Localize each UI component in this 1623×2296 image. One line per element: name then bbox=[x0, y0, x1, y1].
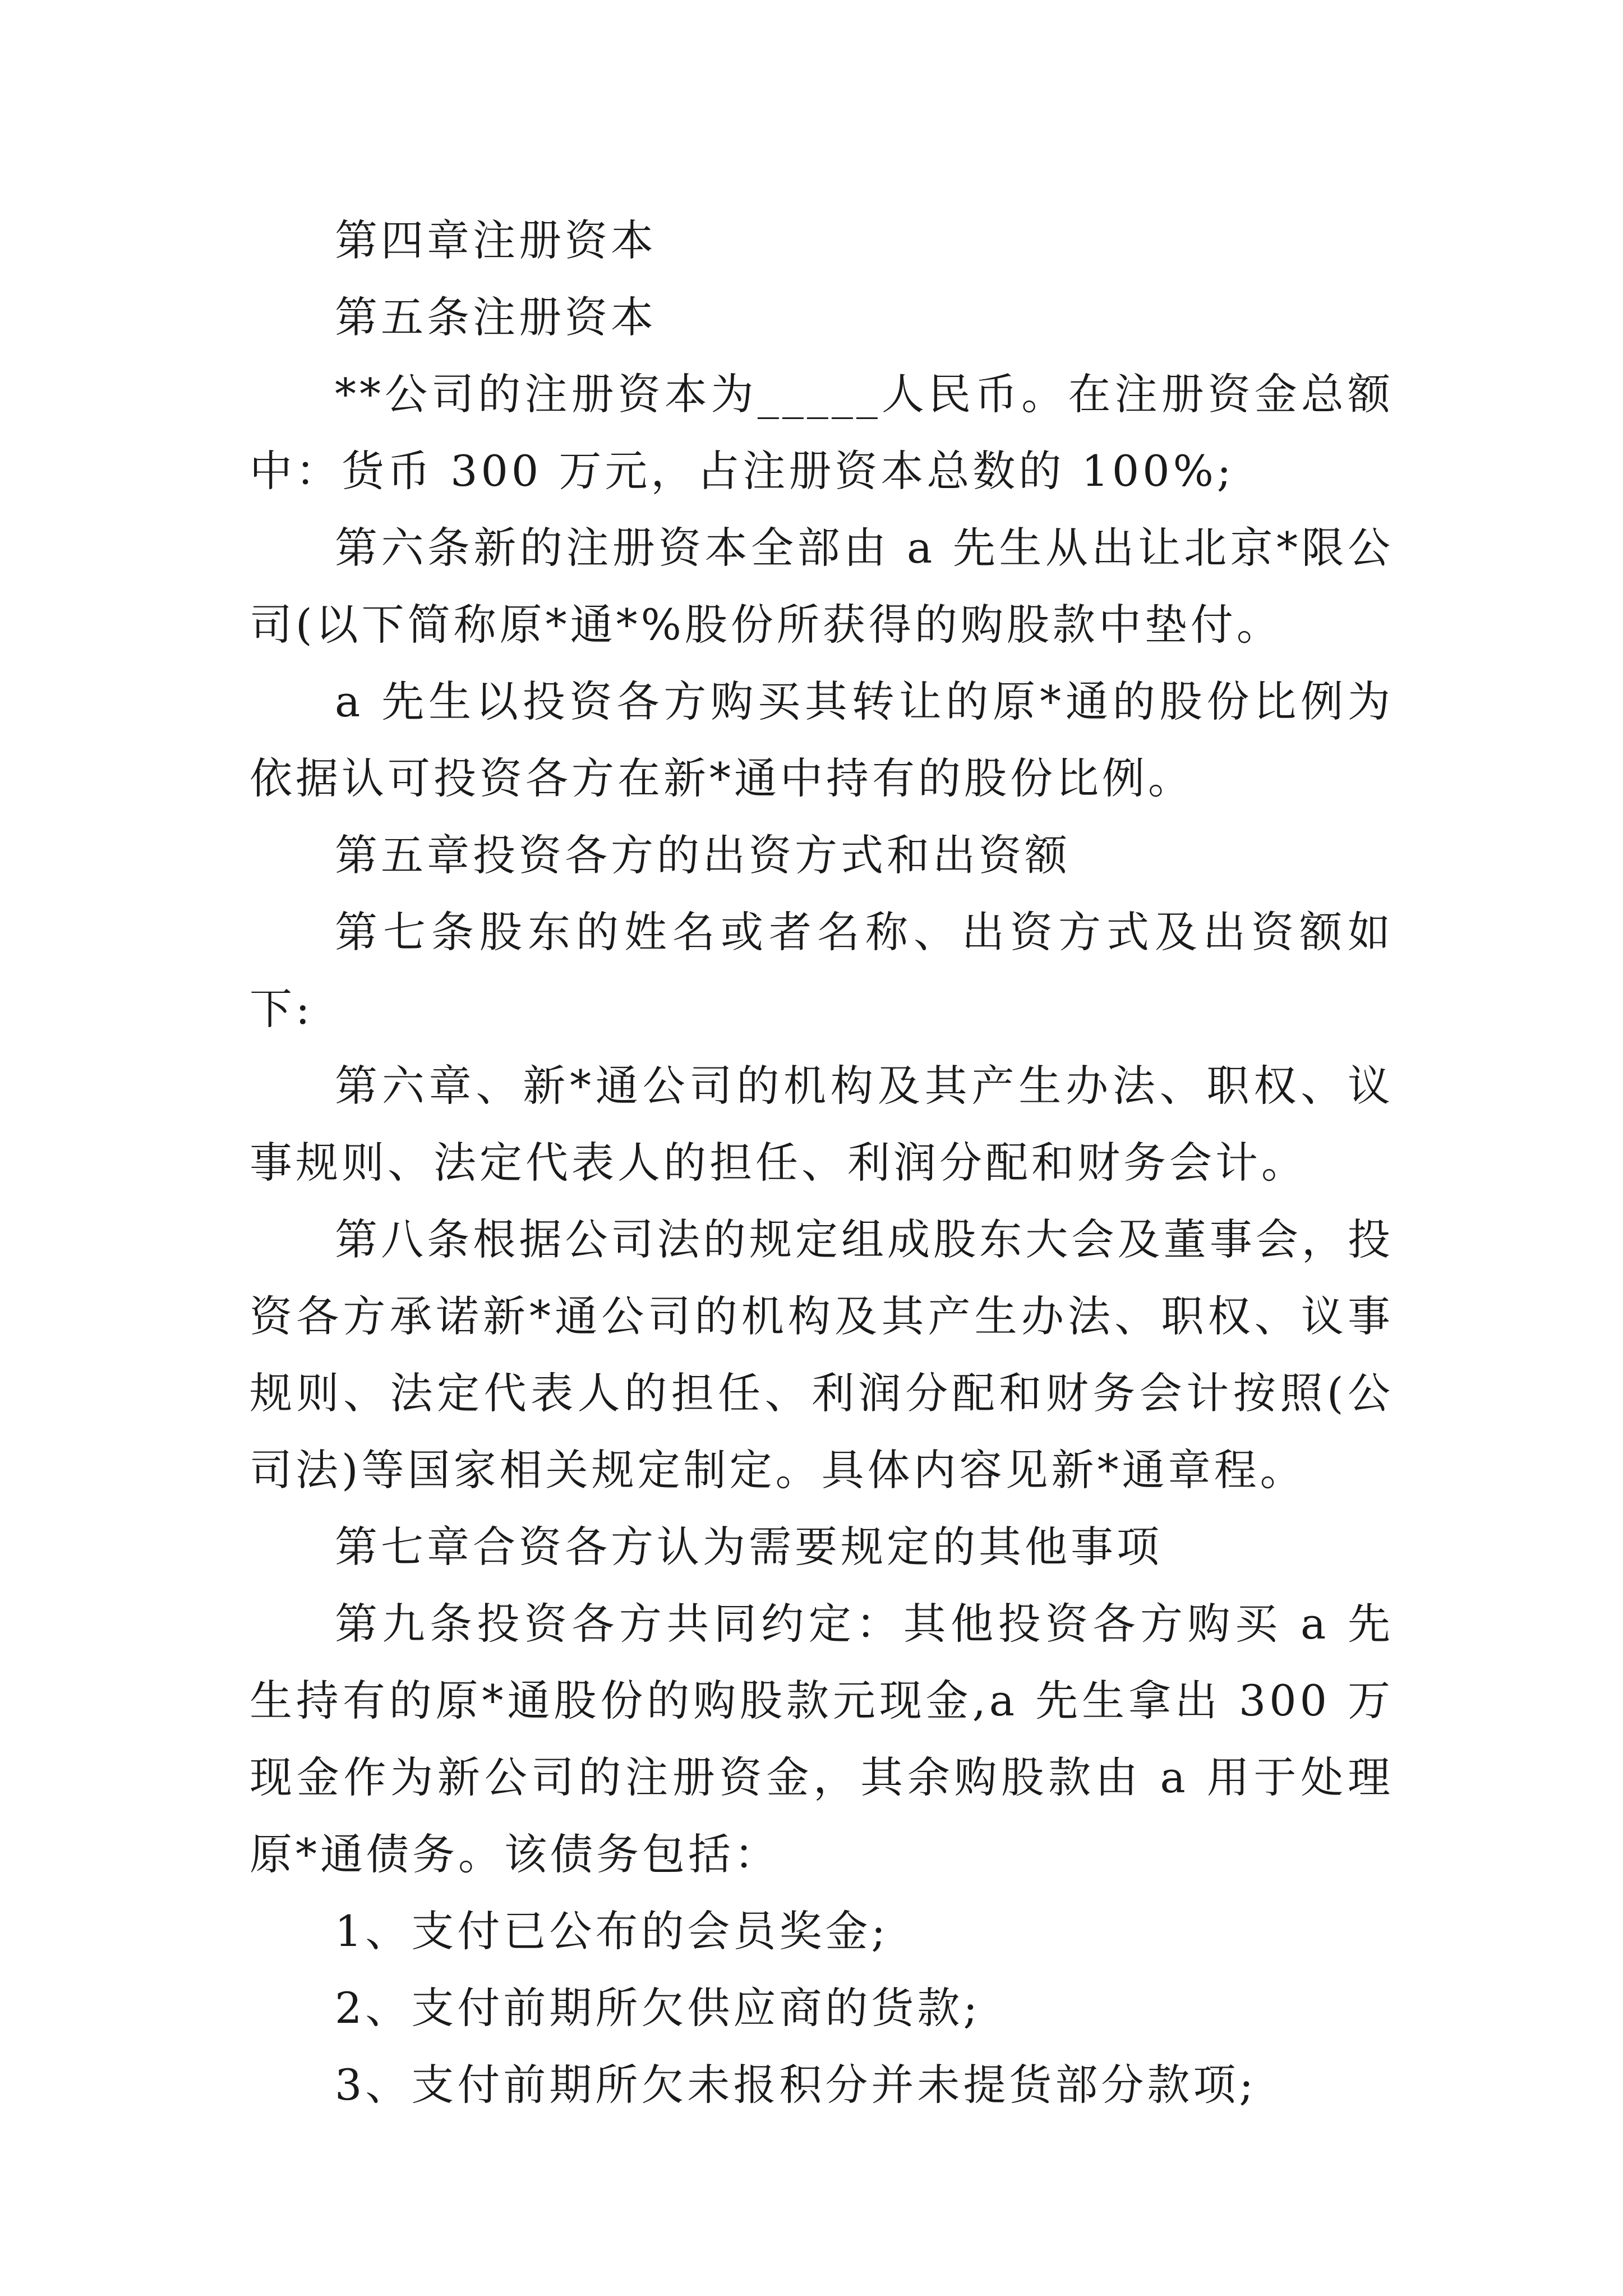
article-5-heading: 第五条注册资本 bbox=[335, 292, 657, 342]
article-9-paragraph: 第九条投资各方共同约定：其他投资各方购买 a 先生持有的原*通股份的购股款元现金,a 先生拿出 300 万现金作为新公司的注册资金，其余购股款由 a 用于处理原*通债务。该债务包括： bbox=[250, 1599, 1394, 1879]
list-item: 2、支付前期所欠供应商的货款; bbox=[335, 1983, 981, 2033]
chapter-6-paragraph: 第六章、新*通公司的机构及其产生办法、职权、议事规则、法定代表人的担任、利润分配和财务会计。 bbox=[250, 1061, 1394, 1188]
chapter-4-heading: 第四章注册资本 bbox=[335, 215, 657, 265]
list-item: 3、支付前期所欠未报积分并未提货部分款项; bbox=[335, 2060, 1257, 2110]
chapter-5-heading: 第五章投资各方的出资方式和出资额 bbox=[335, 830, 1071, 880]
registered-capital-paragraph: **公司的注册资本为_____人民币。在注册资金总额中：货币 300 万元，占注册资本总数的 100%; bbox=[250, 369, 1394, 496]
article-6-paragraph: 第六条新的注册资本全部由 a 先生从出让北京*限公司(以下简称原*通*%股份所获得的购股款中垫付。 bbox=[250, 523, 1394, 650]
share-ratio-paragraph: a 先生以投资各方购买其转让的原*通的股份比例为依据认可投资各方在新*通中持有的股份比例。 bbox=[250, 677, 1394, 803]
article-7-paragraph: 第七条股东的姓名或者名称、出资方式及出资额如下: bbox=[250, 907, 1394, 1034]
chapter-7-heading: 第七章合资各方认为需要规定的其他事项 bbox=[335, 1522, 1163, 1572]
article-8-paragraph: 第八条根据公司法的规定组成股东大会及董事会，投资各方承诺新*通公司的机构及其产生办法、职权、议事规则、法定代表人的担任、利润分配和财务会计按照(公司法)等国家相关规定制定。具体内容见新*通章程。 bbox=[250, 1214, 1394, 1495]
document-body bbox=[250, 202, 1394, 2123]
list-item: 1、支付已公布的会员奖金; bbox=[335, 1906, 889, 1956]
